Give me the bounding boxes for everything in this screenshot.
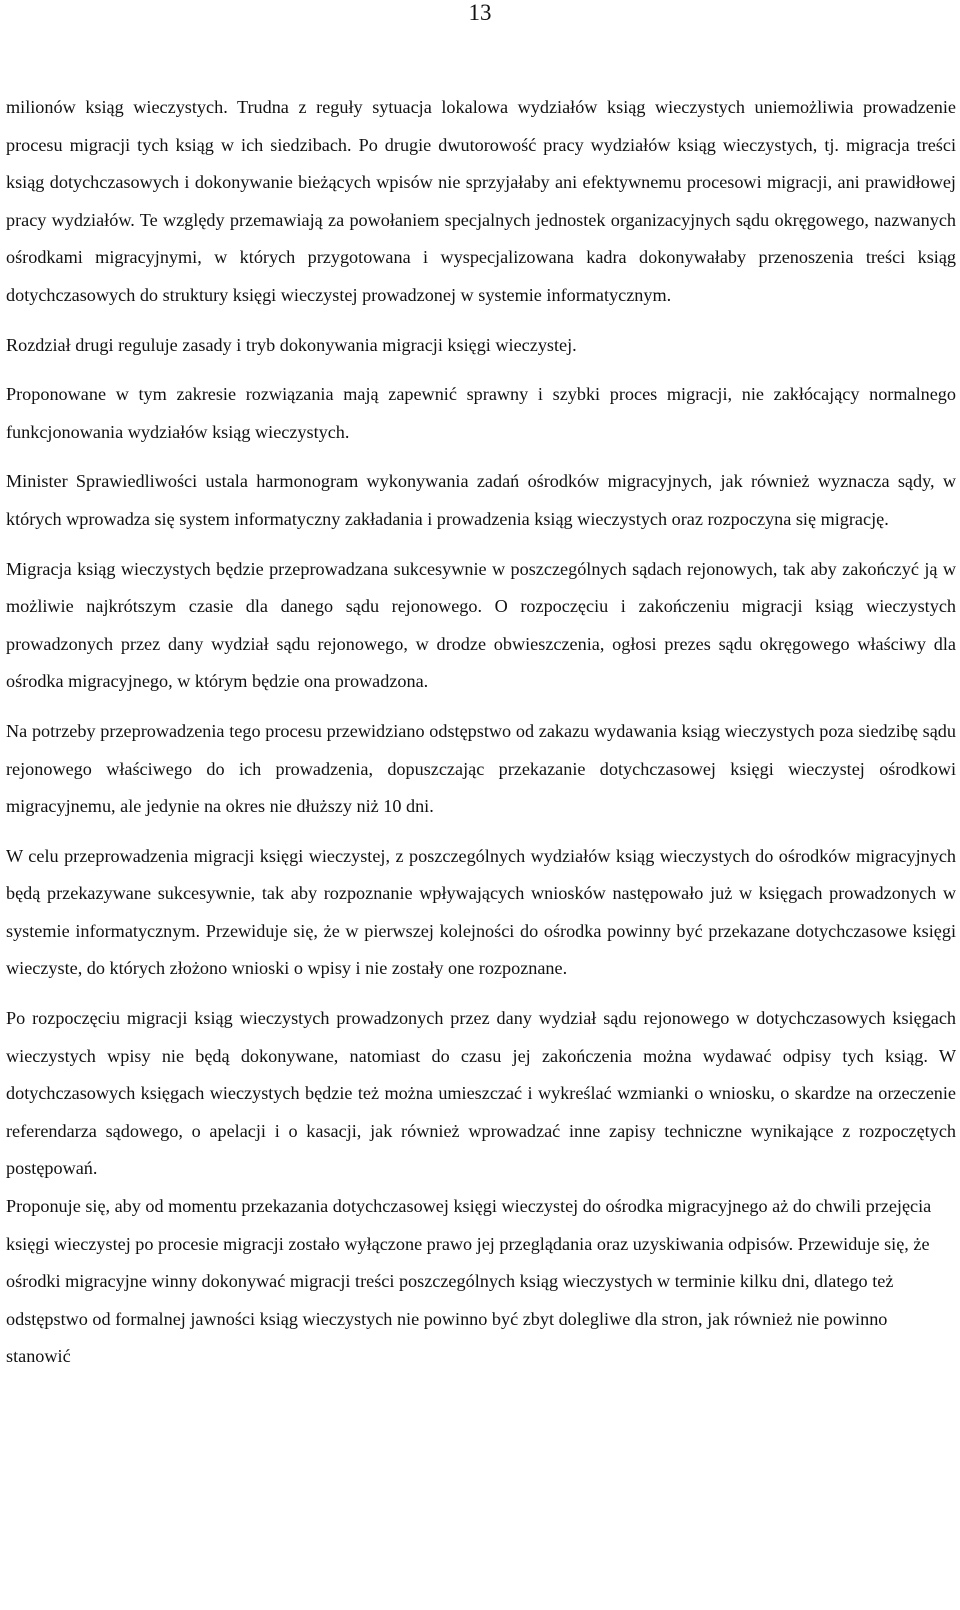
paragraph-8: Po rozpoczęciu migracji ksiąg wieczystych prowadzonych przez dany wydział sądu rejonowego w dotychczasowych księgach wieczystych wpisy nie będą dokonywane, natomiast do czasu jej zakończenia można wydawać odpisy tych ksiąg. W dotychczasowych księgach wieczystych będzie też można umieszczać i wykreślać wzmianki o wniosku, o skardze na orzeczenie referendarza sądowego, o apelacji i o kasacji, jak również wprowadzać inne zapisy techniczne wynikające z rozpoczętych postępowań. — [6, 1008, 956, 1179]
document-body — [6, 89, 956, 1388]
paragraph-7: W celu przeprowadzenia migracji księgi wieczystej, z poszczególnych wydziałów ksiąg wieczystych do ośrodków migracyjnych będą przekazywane sukcesywnie, tak aby rozpoznanie wpływających wniosków następowało już w księgach prowadzonych w systemie informatycznym. Przewiduje się, że w pierwszej kolejności do ośrodka powinny być przekazane dotychczasowe księgi wieczyste, do których złożono wnioski o wpisy i nie zostały one rozpoznane. — [6, 845, 956, 979]
paragraph-4: Minister Sprawiedliwości ustala harmonogram wykonywania zadań ośrodków migracyjnych, jak również wyznacza sądy, w których wprowadza się system informatyczny zakładania i prowadzenia ksiąg wieczystych oraz rozpoczyna się migrację. — [6, 471, 956, 529]
paragraph-2: Rozdział drugi reguluje zasady i tryb dokonywania migracji księgi wieczystej. — [6, 334, 577, 355]
paragraph-9: Proponuje się, aby od momentu przekazania dotychczasowej księgi wieczystej do ośrodka migracyjnego aż do chwili przejęcia księgi wieczystej po procesie migracji zostało wyłączone prawo jej przeglądania oraz uzyskiwania odpisów. Przewiduje się, że ośrodki migracyjne winny dokonywać migracji treści poszczególnych ksiąg wieczystych w terminie kilku dni, dlatego też odstępstwo od formalnej jawności ksiąg wieczystych nie powinno być zbyt dolegliwe dla stron, jak również nie powinno stanowić — [6, 1196, 932, 1367]
paragraph-1: milionów ksiąg wieczystych. Trudna z reguły sytuacja lokalowa wydziałów ksiąg wieczystych uniemożliwia prowadzenie procesu migracji tych ksiąg w ich siedzibach. Po drugie dwutorowość pracy wydziałów ksiąg wieczystych, tj. migracja treści ksiąg dotychczasowych i dokonywanie bieżących wpisów nie sprzyjałaby ani efektywnemu procesowi migracji, ani prawidłowej pracy wydziałów. Te względy przemawiają za powołaniem specjalnych jednostek organizacyjnych sądu okręgowego, nazwanych ośrodkami migracyjnymi, w których przygotowana i wyspecjalizowana kadra dokonywałaby przenoszenia treści ksiąg dotychczasowych do struktury księgi wieczystej prowadzonej w systemie informatycznym. — [6, 97, 956, 305]
page-number: 13 — [468, 0, 492, 25]
paragraph-5: Migracja ksiąg wieczystych będzie przeprowadzana sukcesywnie w poszczególnych sądach rejonowych, tak aby zakończyć ją w możliwie najkrótszym czasie dla danego sądu rejonowego. O rozpoczęciu i zakończeniu migracji ksiąg wieczystych prowadzonych przez dany wydział sądu rejonowego, w drodze obwieszczenia, ogłosi prezes sądu okręgowego właściwy dla ośrodka migracyjnego, w którym będzie ona prowadzona. — [6, 558, 956, 692]
paragraph-3: Proponowane w tym zakresie rozwiązania mają zapewnić sprawny i szybki proces migracji, nie zakłócający normalnego funkcjonowania wydziałów ksiąg wieczystych. — [6, 384, 956, 442]
paragraph-6: Na potrzeby przeprowadzenia tego procesu przewidziano odstępstwo od zakazu wydawania ksiąg wieczystych poza siedzibę sądu rejonowego właściwego do ich prowadzenia, dopuszczając przekazanie dotychczasowej księgi wieczystej ośrodkowi migracyjnemu, ale jedynie na okres nie dłuższy niż 10 dni. — [6, 720, 956, 817]
